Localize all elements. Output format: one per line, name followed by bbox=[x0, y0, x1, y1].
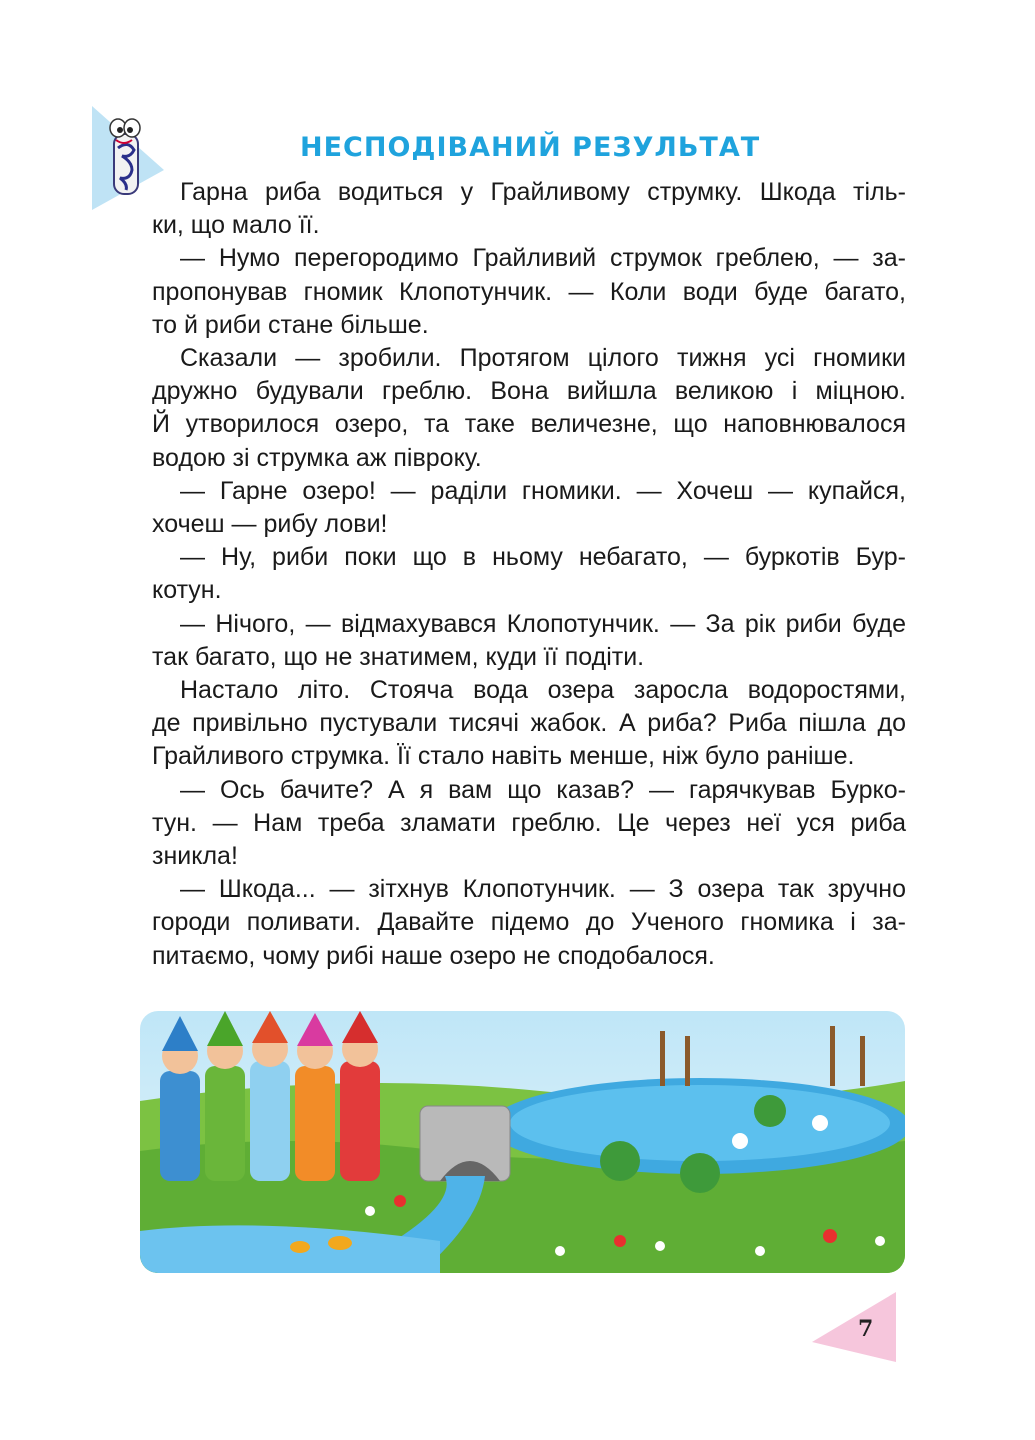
gnomes-pond-illustration bbox=[140, 1011, 905, 1273]
story-paragraph bbox=[152, 176, 906, 242]
story-paragraph bbox=[152, 608, 906, 674]
story-line: то й риби стане більше. bbox=[152, 310, 429, 339]
story-paragraph bbox=[152, 873, 906, 973]
story-line: — Шкода... — зітхнув Клопотунчик. — З озера так зручно bbox=[180, 875, 906, 904]
story-line: де привільно пустували тисячі жабок. А риба? Риба пішла до bbox=[152, 709, 906, 738]
story-line: дружно будували греблю. Вона вийшла великою і міцною. bbox=[152, 377, 906, 406]
story-line: так багато, що не знатимем, куди її подіти. bbox=[152, 642, 645, 671]
story-line: тун. — Нам треба зламати греблю. Це через неї уся риба bbox=[152, 808, 906, 837]
story-line: Гарна риба водиться у Грайливому струмку. Шкода тіль- bbox=[180, 178, 906, 206]
story-line: — Ось бачите? А я вам що казав? — гарячкував Бурко- bbox=[180, 775, 906, 804]
story-line: котун. bbox=[152, 576, 222, 605]
story-line: ки, що мало її. bbox=[152, 211, 320, 240]
page-title: НЕСПОДІВАНИЙ РЕЗУЛЬТАТ bbox=[300, 132, 761, 163]
page-corner-triangle bbox=[812, 1292, 896, 1362]
story-line: зникла! bbox=[152, 842, 238, 871]
story-paragraph bbox=[152, 541, 906, 607]
story-paragraph bbox=[152, 674, 906, 774]
story-line: хочеш — рибу лови! bbox=[152, 510, 388, 539]
story-paragraph bbox=[152, 242, 906, 342]
story-line: — Нічого, — відмахувався Клопотунчик. — За рік риби буде bbox=[180, 609, 906, 638]
story-line: — Нумо перегородимо Грайливий струмок греблею, — за- bbox=[180, 244, 906, 273]
story-line: Й утворилося озеро, та таке величезне, що наповнювалося bbox=[152, 410, 906, 439]
story-paragraph bbox=[152, 342, 906, 475]
story-line: Сказали — зробили. Протягом цілого тижня усі гномики bbox=[180, 344, 906, 373]
story-line: — Ну, риби поки що в ньому небагато, — буркотів Бур- bbox=[180, 543, 906, 572]
story-line: — Гарне озеро! — раділи гномики. — Хочеш — купайся, bbox=[180, 476, 906, 505]
story-text bbox=[152, 176, 906, 973]
story-line: пропонував гномик Клопотунчик. — Коли води буде багато, bbox=[152, 277, 906, 306]
story-line: водою зі струмка аж півроку. bbox=[152, 443, 482, 472]
story-paragraph bbox=[152, 774, 906, 874]
story-line: Настало літо. Стояча вода озера заросла водоростями, bbox=[180, 676, 906, 705]
story-line: Грайливого струмка. Її стало навіть менше, ніж було раніше. bbox=[152, 742, 855, 771]
story-paragraph bbox=[152, 475, 906, 541]
page-number: 7 bbox=[858, 1316, 874, 1342]
story-line: городи поливати. Давайте підемо до Ученого гномика і за- bbox=[152, 908, 906, 937]
story-line: питаємо, чому рибі наше озеро не сподобалося. bbox=[152, 941, 715, 970]
